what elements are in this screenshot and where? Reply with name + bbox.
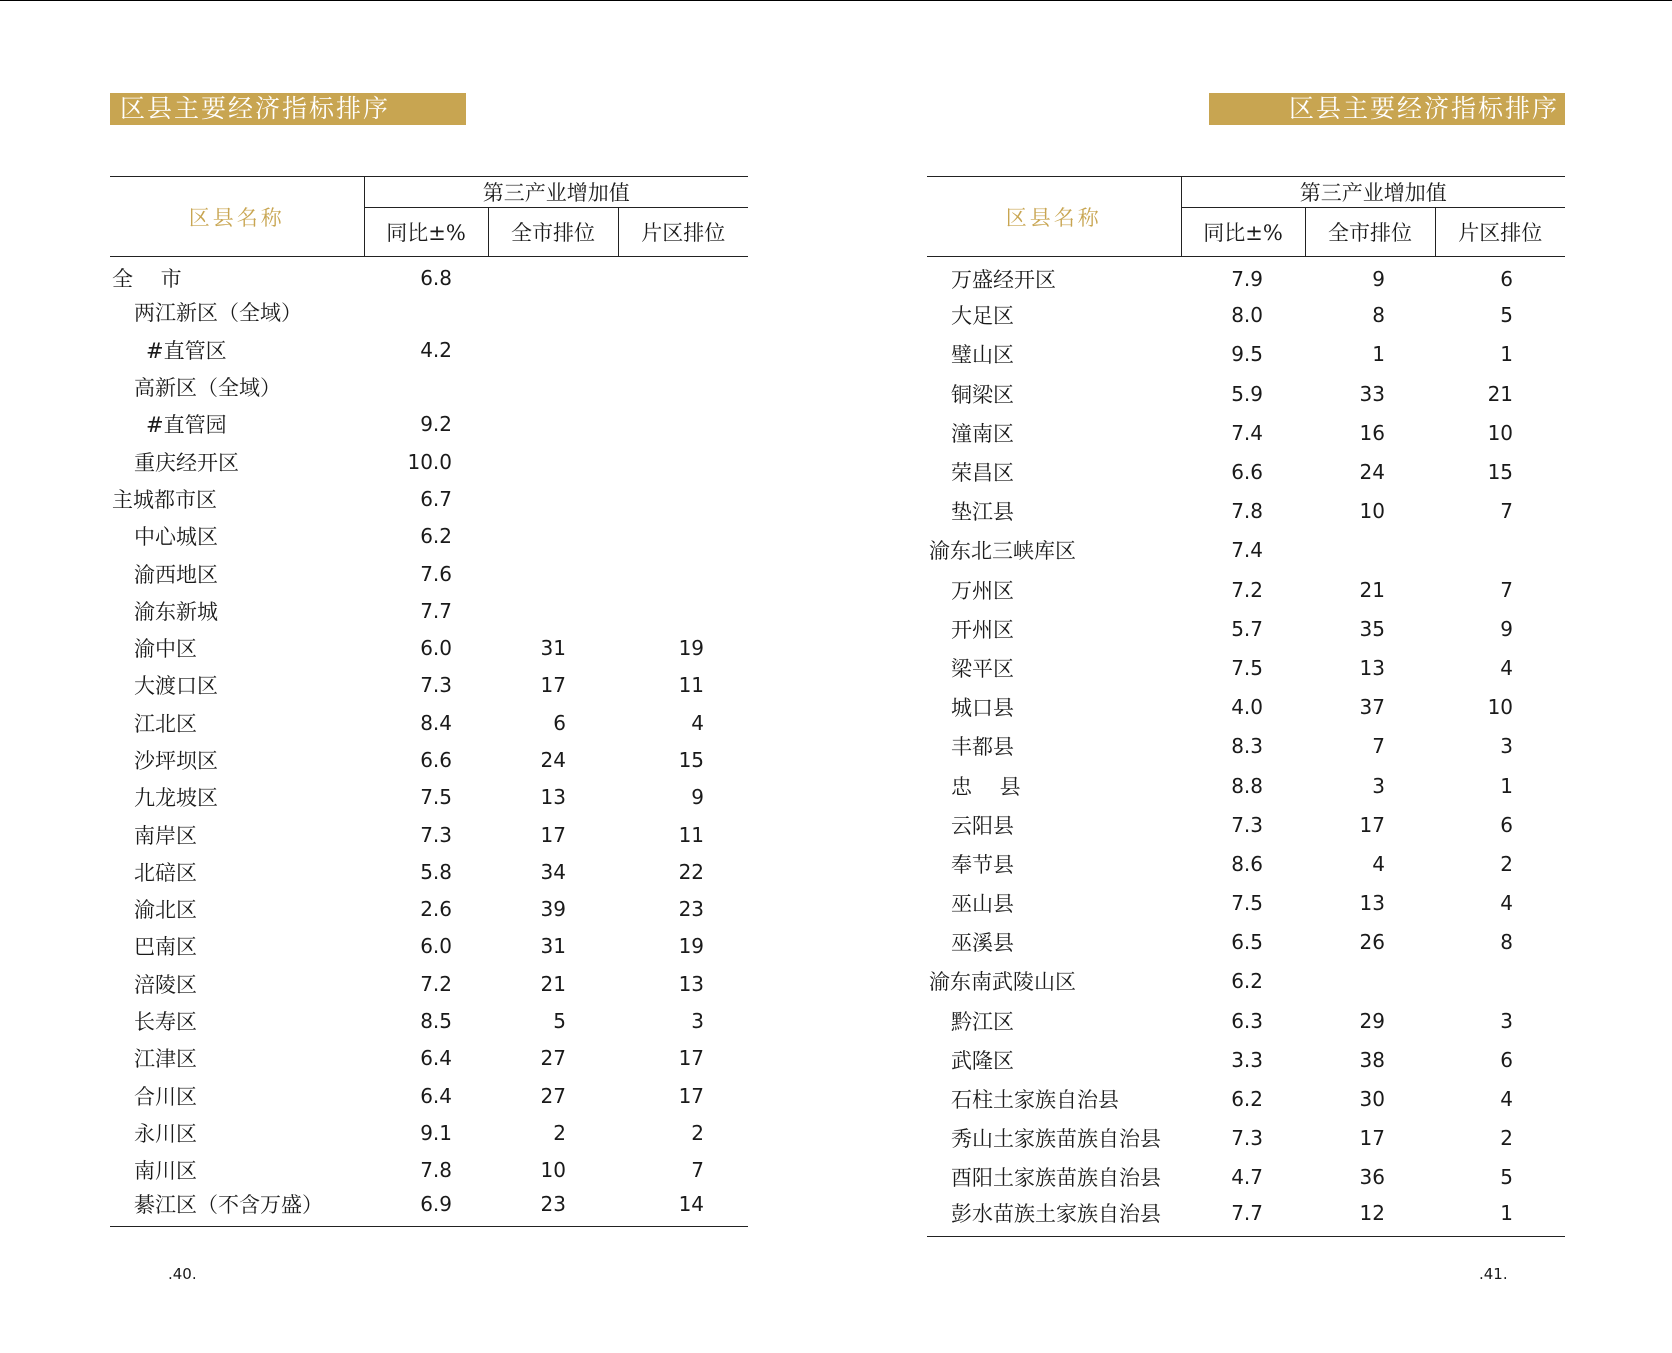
area-rank: 2	[691, 1120, 705, 1145]
district-name: 渝北区	[134, 898, 197, 923]
area-rank: 4	[1500, 1087, 1514, 1112]
yoy-value: 6.2	[1231, 1087, 1263, 1112]
city-rank: 27	[540, 1083, 566, 1108]
city-rank: 30	[1359, 1087, 1385, 1112]
tertiary-industry-table	[110, 176, 748, 1227]
yoy-value: 4.2	[420, 337, 452, 362]
district-name: 石柱土家族自治县	[951, 1088, 1119, 1113]
yoy-value: 8.6	[1231, 851, 1263, 876]
header-city-rank: 全市排位	[488, 208, 618, 257]
area-rank: 10	[1487, 420, 1514, 445]
area-rank: 1	[1435, 1197, 1565, 1236]
yoy-value: 7.2	[420, 971, 452, 996]
table-row	[110, 1002, 748, 1039]
yoy-value: 7.4	[1231, 538, 1263, 563]
table-row	[927, 1001, 1565, 1040]
table-row	[110, 816, 748, 853]
right-page	[927, 0, 1567, 1353]
yoy-value: 8.8	[1231, 773, 1263, 798]
area-rank	[1435, 531, 1565, 570]
city-rank: 8	[1372, 303, 1385, 328]
area-rank	[618, 368, 748, 405]
city-rank: 1	[1372, 342, 1385, 367]
district-name: 高新区（全域）	[134, 376, 281, 401]
area-rank	[618, 294, 748, 331]
yoy-value: 4.7	[1231, 1165, 1263, 1190]
area-rank: 19	[678, 636, 705, 661]
district-name: 涪陵区	[134, 972, 197, 997]
yoy-value: 6.2	[420, 524, 452, 549]
district-name: 长寿区	[134, 1010, 197, 1035]
yoy-value: 6.7	[420, 486, 452, 511]
district-name: 渝东北三峡库区	[929, 539, 1076, 564]
table-row	[927, 452, 1565, 491]
area-rank: 23	[678, 897, 705, 922]
table-row	[927, 805, 1565, 844]
table-row	[927, 413, 1565, 452]
area-rank: 6	[1500, 267, 1514, 292]
area-rank: 21	[1487, 381, 1514, 406]
district-name: 南川区	[134, 1159, 197, 1184]
table-row	[110, 853, 748, 890]
city-rank: 9	[1372, 267, 1385, 292]
page-number: .41.	[1479, 1265, 1508, 1283]
city-rank: 39	[540, 897, 566, 922]
header-tertiary-industry: 第三产业增加值	[1181, 177, 1565, 208]
header-district-name: 区县名称	[110, 177, 364, 257]
table-row	[110, 1189, 748, 1226]
city-rank: 27	[540, 1046, 566, 1071]
district-name: #直管区	[146, 338, 227, 363]
city-rank: 23	[488, 1189, 618, 1226]
district-name: #直管园	[146, 413, 227, 438]
area-rank	[618, 406, 748, 443]
area-rank: 6	[1500, 812, 1514, 837]
district-name: 巫溪县	[951, 931, 1014, 956]
section-banner: 区县主要经济指标排序	[1209, 93, 1565, 125]
yoy-value	[364, 294, 488, 331]
area-rank: 4	[1500, 655, 1514, 680]
district-name: 铜梁区	[951, 382, 1014, 407]
district-name: 北碚区	[134, 860, 197, 885]
district-name: 渝西地区	[134, 562, 218, 587]
district-name: 主城都市区	[112, 487, 217, 512]
area-rank: 3	[1500, 734, 1514, 759]
table-row	[110, 257, 748, 294]
district-name: 渝东新城	[134, 599, 218, 624]
table-row	[927, 1158, 1565, 1197]
yoy-value: 9.5	[1231, 342, 1263, 367]
table-row	[927, 296, 1565, 335]
table-row	[110, 443, 748, 480]
table-row	[927, 727, 1565, 766]
city-rank	[488, 480, 618, 517]
area-rank: 17	[678, 1046, 705, 1071]
area-rank: 1	[1500, 773, 1514, 798]
area-rank: 15	[678, 748, 705, 772]
area-rank: 3	[1500, 1008, 1514, 1033]
area-rank: 11	[678, 822, 705, 847]
yoy-value: 6.5	[1231, 930, 1263, 955]
district-name: 云阳县	[951, 813, 1014, 838]
yoy-value: 7.9	[1231, 267, 1263, 292]
table-row	[927, 688, 1565, 727]
city-rank: 38	[1359, 1047, 1385, 1072]
area-rank: 7	[1500, 577, 1514, 602]
city-rank	[488, 406, 618, 443]
table-row	[110, 1114, 748, 1151]
yoy-value: 7.2	[1231, 577, 1263, 602]
area-rank: 6	[1500, 1047, 1514, 1072]
yoy-value: 7.4	[1231, 420, 1263, 445]
area-rank: 4	[1500, 891, 1514, 916]
district-name: 合川区	[134, 1084, 197, 1109]
yoy-value: 7.5	[420, 785, 452, 810]
city-rank	[488, 294, 618, 331]
section-banner: 区县主要经济指标排序	[110, 93, 466, 125]
table-row	[927, 1197, 1565, 1236]
area-rank: 3	[691, 1009, 705, 1034]
table-row	[927, 1040, 1565, 1079]
district-name: 大足区	[951, 304, 1014, 329]
table-row	[927, 766, 1565, 805]
area-rank: 10	[1487, 695, 1514, 720]
table-row	[927, 570, 1565, 609]
table-row	[110, 704, 748, 741]
city-rank: 24	[540, 748, 566, 772]
city-rank	[488, 331, 618, 368]
city-rank: 12	[1305, 1197, 1435, 1236]
district-name: 巫山县	[951, 892, 1014, 917]
area-rank: 5	[1500, 1165, 1514, 1190]
district-name: 中心城区	[134, 525, 218, 550]
area-rank	[618, 555, 748, 592]
city-rank: 36	[1359, 1165, 1385, 1190]
city-rank	[488, 555, 618, 592]
district-name: 武隆区	[951, 1048, 1014, 1073]
yoy-value: 10.0	[407, 449, 452, 474]
district-name: 秀山土家族苗族自治县	[951, 1127, 1161, 1152]
header-tertiary-industry: 第三产业增加值	[364, 177, 748, 208]
table-row	[927, 609, 1565, 648]
city-rank: 17	[540, 822, 566, 847]
district-name: 酉阳土家族苗族自治县	[951, 1166, 1161, 1191]
page-number: .40.	[168, 1265, 197, 1283]
city-rank: 3	[1372, 773, 1385, 798]
header-city-rank: 全市排位	[1305, 208, 1435, 257]
area-rank	[618, 518, 748, 555]
district-name: 开州区	[951, 617, 1014, 642]
table-row	[110, 518, 748, 555]
yoy-value: 6.9	[364, 1189, 488, 1226]
city-rank: 37	[1359, 695, 1385, 720]
area-rank: 9	[691, 785, 705, 810]
area-rank: 2	[1500, 1126, 1514, 1151]
table-row	[927, 492, 1565, 531]
district-name: 全 市	[112, 267, 182, 292]
header-area-rank: 片区排位	[1435, 208, 1565, 257]
yoy-value: 8.4	[420, 710, 452, 735]
district-name: 万州区	[951, 578, 1014, 603]
header-district-name: 区县名称	[927, 177, 1181, 257]
table-row	[110, 741, 748, 778]
city-rank: 10	[1359, 499, 1385, 524]
header-area-rank: 片区排位	[618, 208, 748, 257]
area-rank: 19	[678, 934, 705, 959]
city-rank	[488, 592, 618, 629]
city-rank	[488, 368, 618, 405]
yoy-value: 6.4	[420, 1083, 452, 1108]
yoy-value: 7.6	[420, 561, 452, 586]
city-rank: 5	[553, 1009, 566, 1034]
yoy-value: 6.6	[420, 748, 452, 772]
district-name: 渝东南武陵山区	[929, 970, 1076, 995]
city-rank: 31	[540, 934, 566, 959]
area-rank: 1	[1500, 342, 1514, 367]
district-name: 黔江区	[951, 1009, 1014, 1034]
district-name: 永川区	[134, 1121, 197, 1146]
district-name: 万盛经开区	[951, 268, 1056, 293]
city-rank: 31	[540, 636, 566, 661]
district-name: 綦江区（不含万盛）	[110, 1189, 364, 1226]
city-rank: 26	[1359, 930, 1385, 955]
city-rank: 2	[553, 1120, 566, 1145]
area-rank: 8	[1500, 930, 1514, 955]
city-rank: 16	[1359, 420, 1385, 445]
area-rank	[618, 480, 748, 517]
area-rank: 17	[678, 1083, 705, 1108]
area-rank: 2	[1500, 851, 1514, 876]
city-rank: 29	[1359, 1008, 1385, 1033]
table-row	[927, 844, 1565, 883]
yoy-value: 7.3	[1231, 1126, 1263, 1151]
city-rank: 21	[540, 971, 566, 996]
table-row	[110, 368, 748, 405]
city-rank: 17	[1359, 1126, 1385, 1151]
yoy-value	[364, 368, 488, 405]
table-row	[927, 884, 1565, 923]
district-name: 奉节县	[951, 852, 1014, 877]
yoy-value: 7.3	[1231, 812, 1263, 837]
table-row	[927, 648, 1565, 687]
city-rank	[488, 518, 618, 555]
district-name: 九龙坡区	[134, 786, 218, 811]
area-rank	[618, 257, 748, 294]
table-row	[110, 928, 748, 965]
city-rank	[1305, 531, 1435, 570]
city-rank: 33	[1359, 381, 1385, 406]
area-rank: 4	[691, 710, 705, 735]
city-rank: 17	[1359, 812, 1385, 837]
area-rank: 9	[1500, 616, 1514, 641]
city-rank	[488, 443, 618, 480]
table-row	[927, 531, 1565, 570]
city-rank: 4	[1372, 851, 1385, 876]
district-name: 大渡口区	[134, 674, 218, 699]
table-row	[110, 406, 748, 443]
yoy-value: 6.0	[420, 636, 452, 661]
table-row	[927, 374, 1565, 413]
header-yoy: 同比±%	[364, 208, 488, 257]
district-name: 南岸区	[134, 823, 197, 848]
yoy-value: 7.8	[1231, 499, 1263, 524]
table-body	[927, 257, 1565, 1237]
yoy-value: 3.3	[1231, 1047, 1263, 1072]
table-row	[110, 779, 748, 816]
district-name: 两江新区（全域）	[134, 301, 302, 326]
yoy-value: 6.4	[420, 1046, 452, 1071]
area-rank: 15	[1487, 460, 1514, 485]
table-row	[927, 1079, 1565, 1118]
district-name: 沙坪坝区	[134, 749, 218, 773]
city-rank: 7	[1372, 734, 1385, 759]
district-name: 彭水苗族土家族自治县	[927, 1197, 1181, 1236]
table-row	[110, 891, 748, 928]
table-row	[927, 962, 1565, 1001]
tertiary-industry-table	[927, 176, 1565, 1237]
left-page	[110, 0, 750, 1353]
yoy-value: 8.3	[1231, 734, 1263, 759]
area-rank: 22	[678, 859, 705, 884]
yoy-value: 6.0	[420, 934, 452, 959]
city-rank	[488, 257, 618, 294]
yoy-value: 8.5	[420, 1009, 452, 1034]
yoy-value: 7.5	[1231, 655, 1263, 680]
area-rank	[618, 443, 748, 480]
yoy-value: 5.9	[1231, 381, 1263, 406]
area-rank: 7	[691, 1158, 705, 1183]
table-row	[110, 331, 748, 368]
yoy-value: 6.2	[1231, 969, 1263, 994]
table-row	[927, 335, 1565, 374]
yoy-value: 5.7	[1231, 616, 1263, 641]
yoy-value: 8.0	[1231, 303, 1263, 328]
table-row	[110, 480, 748, 517]
city-rank: 6	[553, 710, 566, 735]
district-name: 渝中区	[134, 637, 197, 662]
table-row	[110, 965, 748, 1002]
city-rank: 13	[540, 785, 566, 810]
district-name: 丰都县	[951, 735, 1014, 760]
yoy-value: 5.8	[420, 859, 452, 884]
city-rank: 35	[1359, 616, 1385, 641]
city-rank	[1305, 962, 1435, 1001]
yoy-value: 9.2	[420, 412, 452, 437]
district-name: 璧山区	[951, 343, 1014, 368]
yoy-value: 9.1	[420, 1120, 452, 1145]
area-rank	[618, 331, 748, 368]
city-rank: 13	[1359, 891, 1385, 916]
area-rank: 5	[1500, 303, 1514, 328]
city-rank: 24	[1359, 460, 1385, 485]
district-name: 忠 县	[951, 774, 1021, 799]
yoy-value: 6.6	[1231, 460, 1263, 485]
district-name: 江北区	[134, 711, 197, 736]
district-name: 重庆经开区	[134, 450, 239, 475]
area-rank: 7	[1500, 499, 1514, 524]
yoy-value: 6.3	[1231, 1008, 1263, 1033]
yoy-value: 7.8	[420, 1158, 452, 1183]
area-rank	[1435, 962, 1565, 1001]
table-row	[110, 1040, 748, 1077]
district-name: 梁平区	[951, 656, 1014, 681]
table-row	[110, 555, 748, 592]
table-row	[110, 667, 748, 704]
city-rank: 21	[1359, 577, 1385, 602]
yoy-value: 4.0	[1231, 695, 1263, 720]
table-row	[110, 294, 748, 331]
district-name: 垫江县	[951, 500, 1014, 525]
area-rank: 11	[678, 673, 705, 698]
yoy-value: 7.3	[420, 822, 452, 847]
table-row	[110, 592, 748, 629]
header-yoy: 同比±%	[1181, 208, 1305, 257]
yoy-value: 6.8	[420, 266, 452, 291]
table-row	[110, 1152, 748, 1189]
yoy-value: 7.3	[420, 673, 452, 698]
table-row	[927, 257, 1565, 296]
area-rank: 13	[678, 971, 705, 996]
city-rank: 10	[540, 1158, 566, 1183]
district-name: 城口县	[951, 696, 1014, 721]
district-name: 巴南区	[134, 935, 197, 960]
table-row	[110, 1077, 748, 1114]
city-rank: 34	[540, 859, 566, 884]
table-body	[110, 257, 748, 1227]
yoy-value: 7.7	[420, 598, 452, 623]
table-row	[927, 1119, 1565, 1158]
yoy-value: 7.5	[1231, 891, 1263, 916]
district-name: 荣昌区	[951, 461, 1014, 486]
area-rank: 14	[618, 1189, 748, 1226]
city-rank: 13	[1359, 655, 1385, 680]
yoy-value: 7.7	[1181, 1197, 1305, 1236]
area-rank	[618, 592, 748, 629]
city-rank: 17	[540, 673, 566, 698]
table-row	[110, 629, 748, 666]
district-name: 江津区	[134, 1047, 197, 1072]
district-name: 潼南区	[951, 421, 1014, 446]
table-row	[927, 923, 1565, 962]
yoy-value: 2.6	[420, 897, 452, 922]
